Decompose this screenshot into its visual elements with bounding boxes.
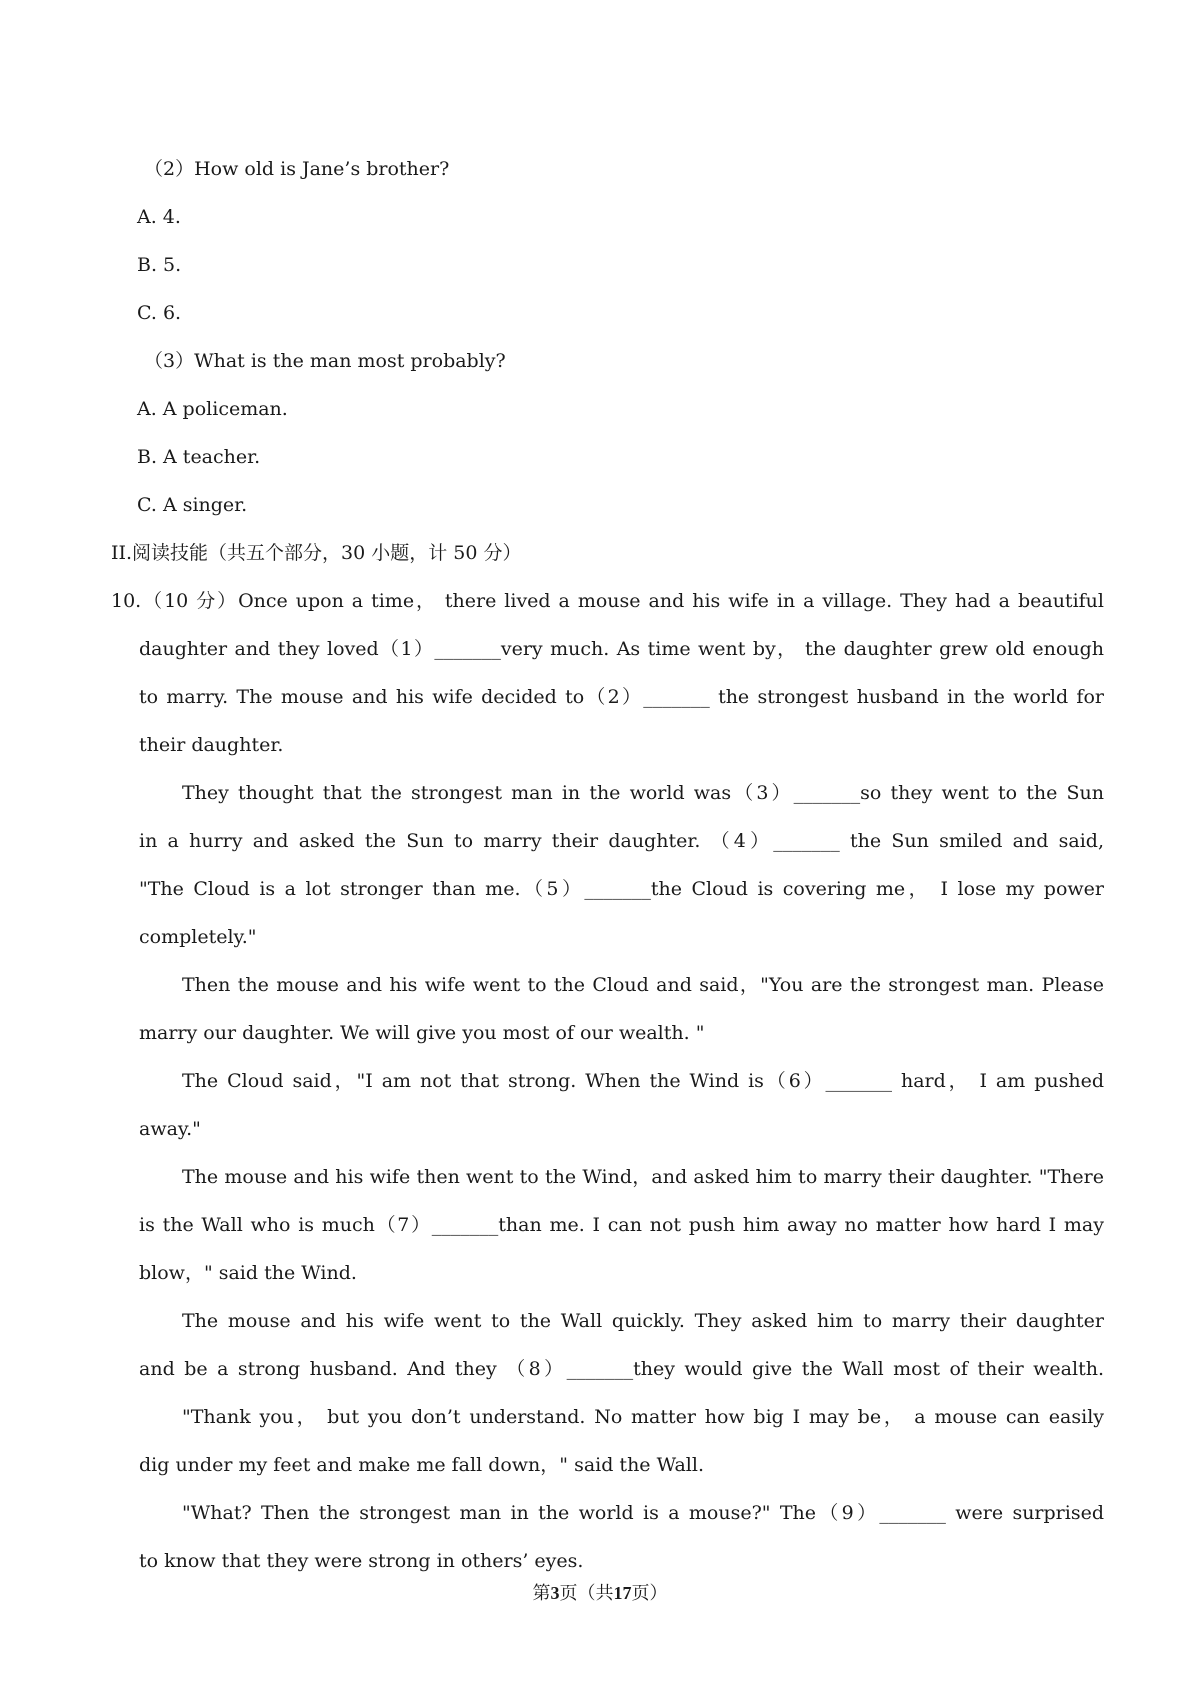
passage-line: "Thank you， but you don’t understand. No matter how big I may be， a mouse can easily (182, 1406, 1104, 1428)
passage-line: dig under my feet and make me fall down，" said the Wall. (139, 1454, 704, 1476)
passage-line: 10.（10 分）Once upon a time， there lived a mouse and his wife in a village. They had a beautiful (111, 590, 1104, 612)
passage-line: and be a strong husband. And they （8）_______they would give the Wall most of their wealth. (139, 1358, 1104, 1380)
question-2: （2）How old is Jane’s brother? (144, 158, 450, 180)
passage-line: "The Cloud is a lot stronger than me.（5）_______the Cloud is covering me， I lose my power (139, 878, 1104, 900)
passage-line: The Cloud said，"I am not that strong. When the Wind is（6）_______ hard， I am pushed (182, 1070, 1104, 1092)
question-3: （3）What is the man most probably? (144, 350, 506, 372)
q2-option-c: C. 6. (137, 302, 182, 324)
page-footer (0, 1582, 1200, 1604)
q2-option-a: A. 4. (137, 206, 181, 228)
passage-line: blow，" said the Wind. (139, 1262, 357, 1284)
q3-option-c: C. A singer. (137, 494, 248, 516)
passage-line: to marry. The mouse and his wife decided to（2）_______ the strongest husband in the world for (139, 686, 1104, 708)
passage-line: away." (139, 1118, 201, 1140)
q3-option-b: B. A teacher. (137, 446, 261, 468)
footer-total-pages: 17 (613, 1583, 632, 1603)
footer-prefix: 第 (532, 1583, 551, 1603)
q2-option-b: B. 5. (137, 254, 182, 276)
footer-page-number: 3 (550, 1583, 560, 1603)
section-heading: II.阅读技能（共五个部分，30 小题，计 50 分） (111, 542, 522, 564)
passage-line: to know that they were strong in others’ eyes. (139, 1550, 584, 1572)
passage-line: The mouse and his wife then went to the Wind，and asked him to marry their daughter. "There (182, 1166, 1104, 1188)
footer-mid: 页（共 (559, 1583, 614, 1603)
passage-line: in a hurry and asked the Sun to marry their daughter. （4）_______ the Sun smiled and said, (139, 830, 1104, 852)
passage-line: "What? Then the strongest man in the world is a mouse?" The（9）_______ were surprised (182, 1502, 1104, 1524)
footer-suffix: 页） (631, 1583, 668, 1603)
passage-line: completely." (139, 926, 257, 948)
passage-line: They thought that the strongest man in the world was（3）_______so they went to the Sun (182, 782, 1104, 804)
passage-line: The mouse and his wife went to the Wall quickly. They asked him to marry their daughter (182, 1310, 1104, 1332)
passage-line: their daughter. (139, 734, 284, 756)
passage-line: Then the mouse and his wife went to the Cloud and said，"You are the strongest man. Please (182, 974, 1104, 996)
passage-line: is the Wall who is much（7）_______than me. I can not push him away no matter how hard I may (139, 1214, 1104, 1236)
q3-option-a: A. A policeman. (137, 398, 288, 420)
passage-line: daughter and they loved（1）_______very much. As time went by， the daughter grew old enough (139, 638, 1104, 660)
passage-line: marry our daughter. We will give you most of our wealth. " (139, 1022, 705, 1044)
